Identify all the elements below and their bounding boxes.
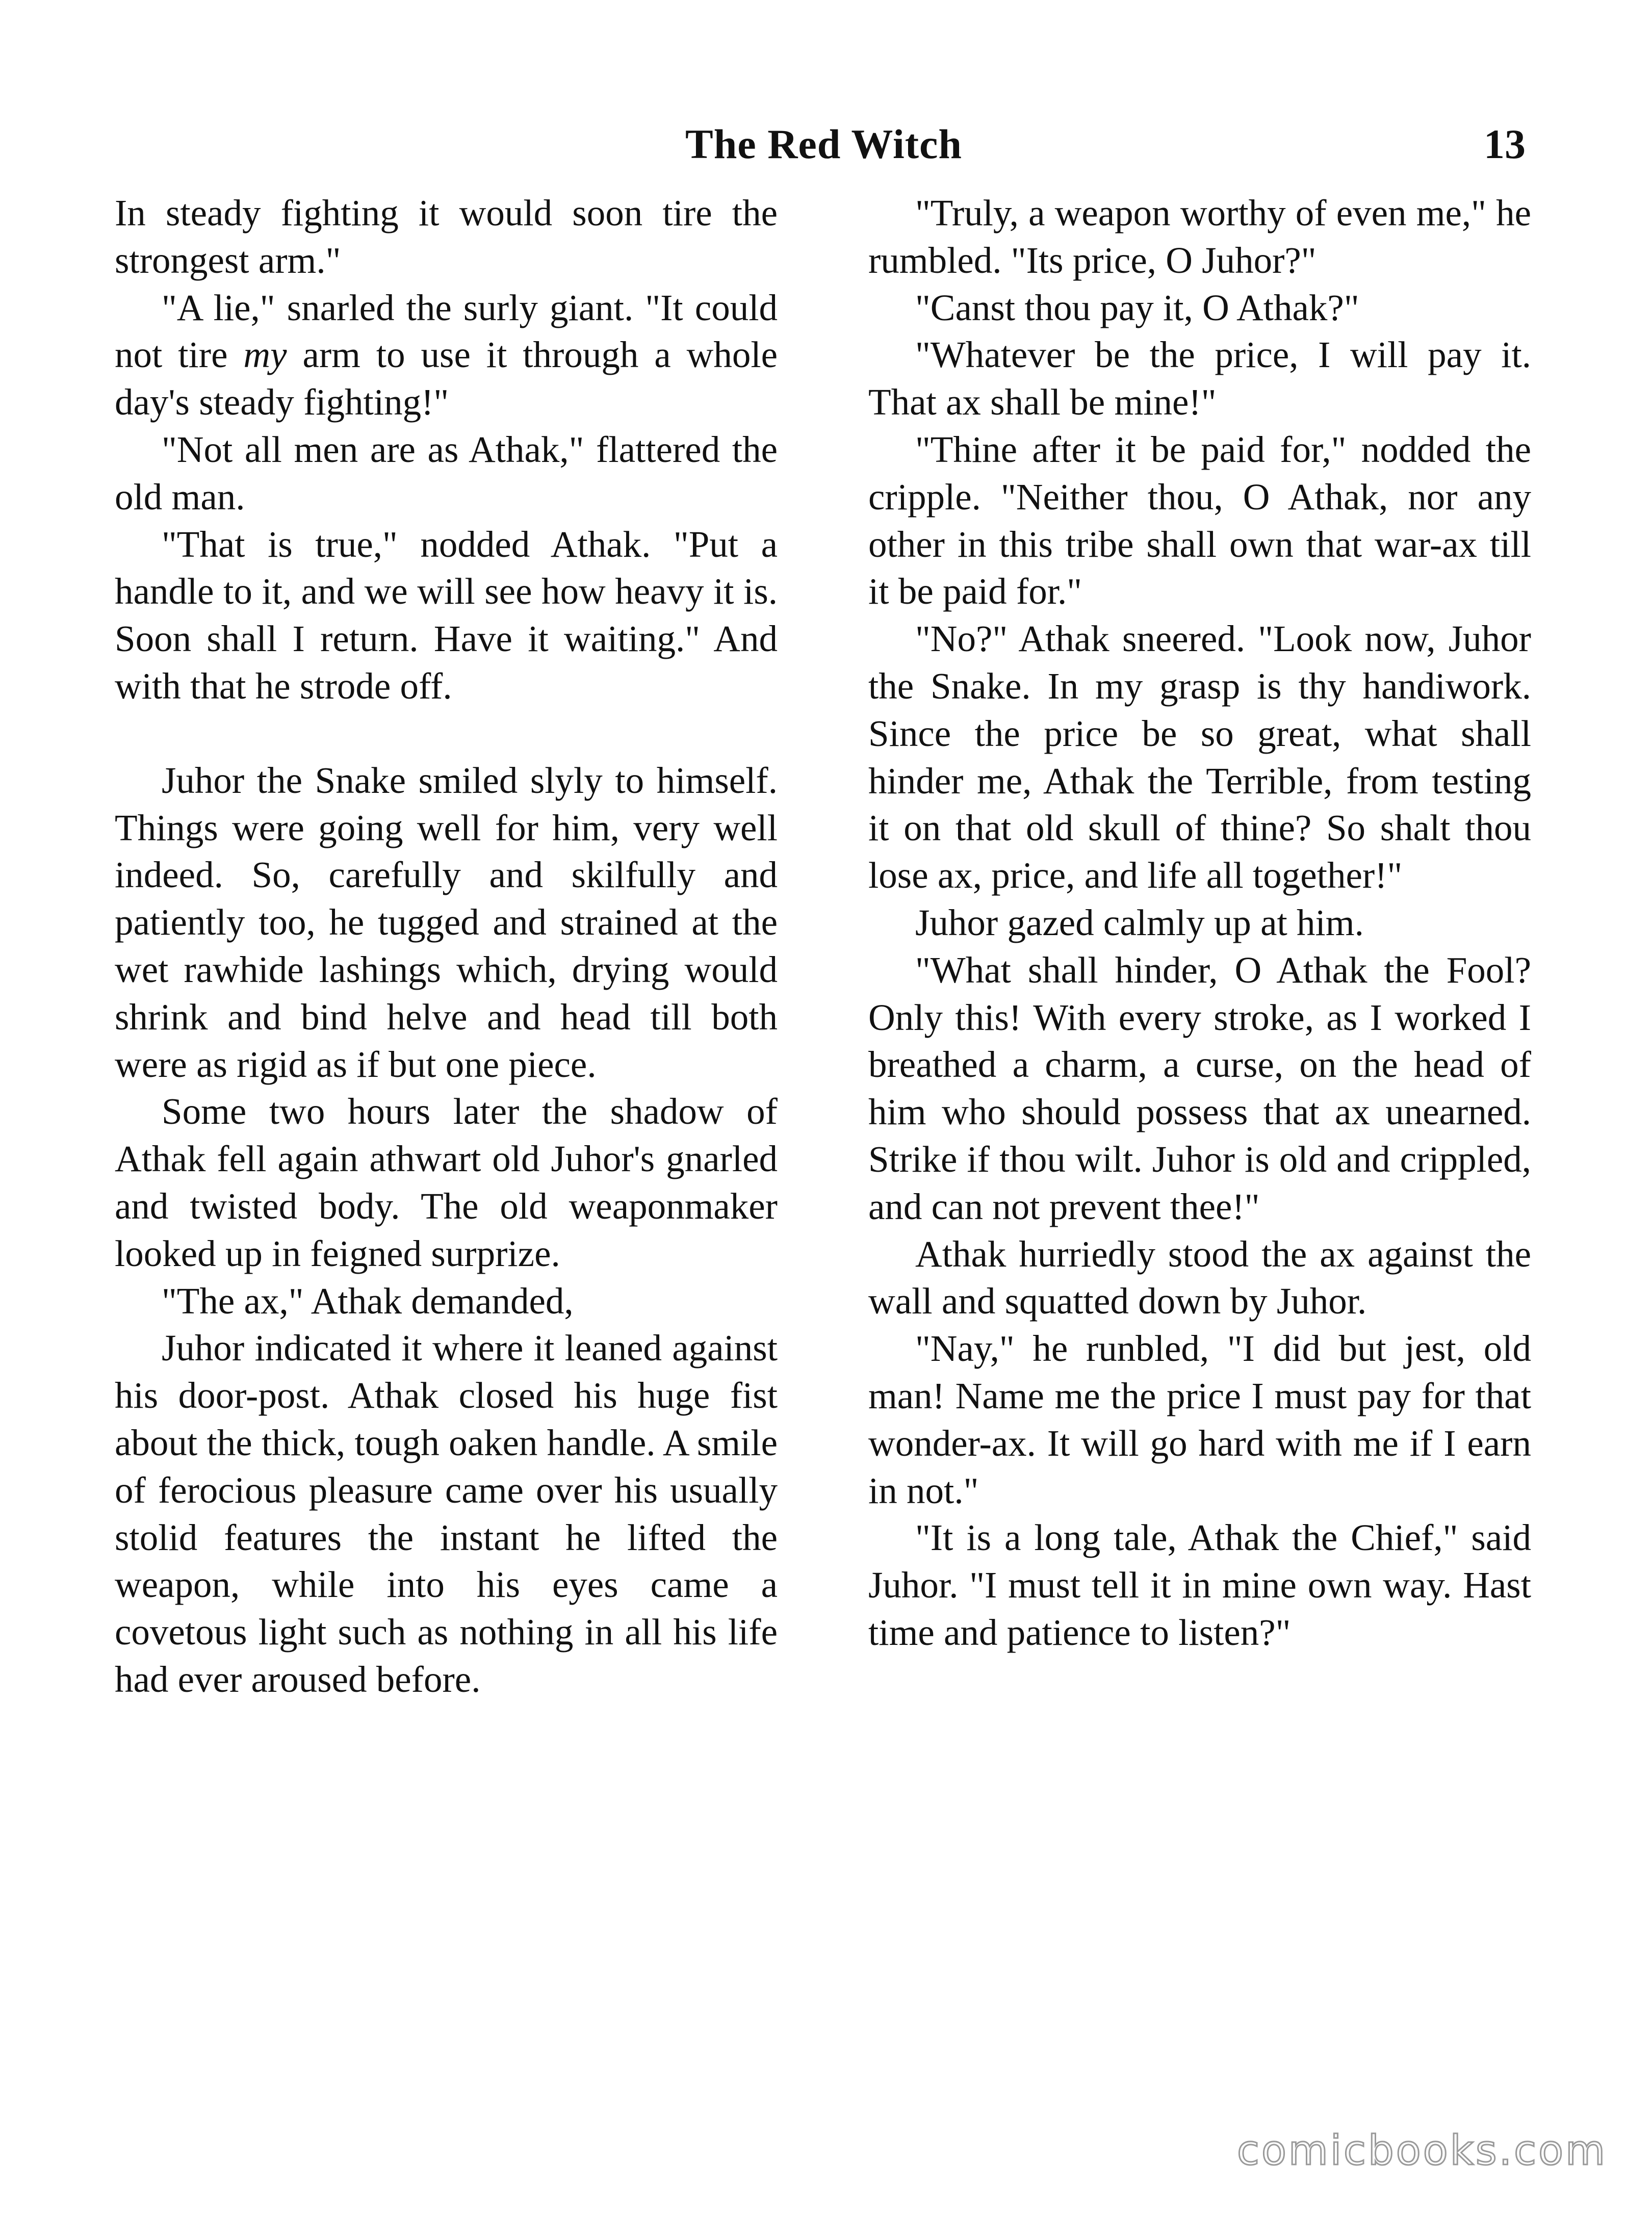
paragraph: "Thine after it be paid for," nodded the cripple. "Neither thou, O Athak, nor any other in this tribe shall own that war-ax till it be paid for." bbox=[868, 428, 1531, 612]
section-break bbox=[115, 710, 778, 757]
paragraph: "No?" Athak sneered. "Look now, Juhor the Snake. In my grasp is thy handiwork. Since the price be so great, what shall hinder me, Athak the Terrible, from testing it on that old skull of thine? So shalt thou lose ax, price, and life all together!" bbox=[868, 618, 1531, 896]
right-text-column bbox=[868, 190, 1531, 1657]
paragraph: "The ax," Athak demanded, bbox=[162, 1280, 574, 1322]
paragraph: In steady fighting it would soon tire the strongest arm." bbox=[115, 192, 778, 281]
emphasis-text: my bbox=[243, 334, 287, 376]
paragraph: "That is true," nodded Athak. "Put a handle to it, and we will see how heavy it is. Soon shall I return. Have it waiting." And with that he strode off. bbox=[115, 523, 778, 707]
paragraph: Some two hours later the shadow of Athak fell again athwart old Juhor's gnarled and twisted body. The old weaponmaker looked up in feigned surprize. bbox=[115, 1091, 778, 1274]
paragraph bbox=[115, 285, 778, 426]
paragraph: "It is a long tale, Athak the Chief," said Juhor. "I must tell it in mine own way. Hast time and patience to listen?" bbox=[868, 1517, 1531, 1653]
paragraph: Juhor the Snake smiled slyly to himself. Things were going well for him, very well indeed. So, carefully and skilfully and patiently too, he tugged and strained at the wet rawhide lashings which, drying would shrink and bind helve and head till both were as rigid as if but one piece. bbox=[115, 759, 778, 1085]
watermark-logo: comicbooks.com bbox=[1236, 2127, 1607, 2174]
paragraph: "What shall hinder, O Athak the Fool? Only this! With every stroke, as I worked I breathed a charm, a curse, on the head of him who should possess that ax unearned. Strike if thou wilt. Juhor is old and crippled, and can not prevent thee!" bbox=[868, 949, 1531, 1227]
paragraph: "Whatever be the price, I will pay it. That ax shall be mine!" bbox=[868, 334, 1531, 423]
page-header bbox=[0, 120, 1652, 176]
paragraph-text: arm to use it through a whole day's steady fighting!" bbox=[115, 334, 778, 423]
paragraph: "Truly, a weapon worthy of even me," he rumbled. "Its price, O Juhor?" bbox=[868, 192, 1531, 281]
paragraph: "Not all men are as Athak," flattered the old man. bbox=[115, 428, 778, 518]
left-text-column bbox=[115, 190, 778, 1704]
paragraph: Juhor indicated it where it leaned against his door-post. Athak closed his huge fist about the thick, tough oaken handle. A smile of ferocious pleasure came over his usually stolid features the instant he lifted the weapon, while into his eyes came a covetous light such as nothing in all his life had ever aroused before. bbox=[115, 1327, 778, 1700]
paragraph: "Nay," he runbled, "I did but jest, old man! Name me the price I must pay for that wonder-ax. It will go hard with me if I earn in not." bbox=[868, 1328, 1531, 1511]
running-title: The Red Witch bbox=[685, 121, 963, 167]
paragraph: Athak hurriedly stood the ax against the wall and squatted down by Juhor. bbox=[868, 1233, 1531, 1322]
paragraph: "Canst thou pay it, O Athak?" bbox=[915, 287, 1359, 328]
page-number: 13 bbox=[1484, 121, 1526, 167]
paragraph-text: "A lie," snarled the surly giant. "It could not tire bbox=[115, 287, 778, 376]
paragraph: Juhor gazed calmly up at him. bbox=[915, 901, 1364, 943]
